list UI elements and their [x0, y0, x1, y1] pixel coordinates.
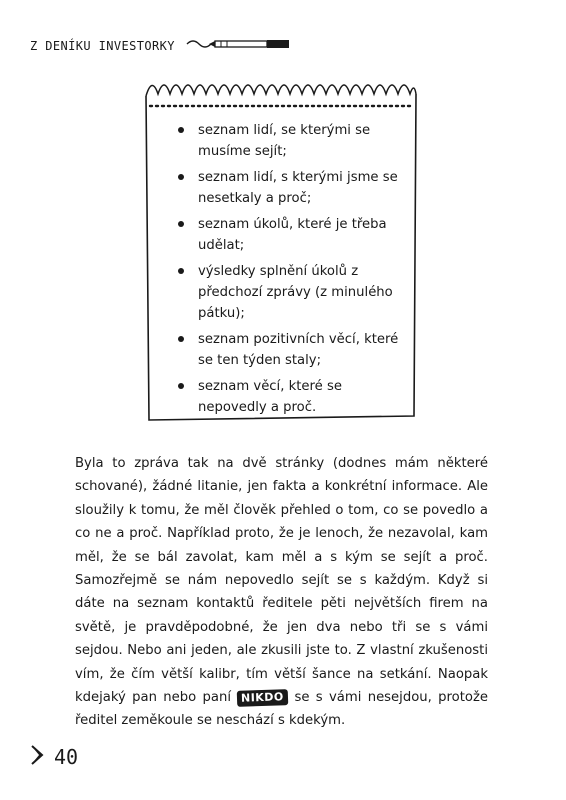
- list-item: seznam úkolů, které je třeba udělat;: [172, 214, 412, 256]
- note-list: [172, 120, 412, 423]
- bullet-icon: [178, 221, 184, 227]
- bullet-icon: [178, 127, 184, 133]
- body-paragraph: [75, 452, 488, 733]
- bullet-icon: [178, 383, 184, 389]
- nikdo-badge: NIKDO: [237, 689, 288, 707]
- running-header: [30, 36, 295, 56]
- fountain-pen-icon: [185, 36, 295, 56]
- list-item: seznam lidí, s kterými jsme se nesetkaly a proč;: [172, 167, 412, 209]
- note-card: [142, 68, 420, 424]
- page-footer: [30, 744, 78, 770]
- body-text-end: se s vámi nesejdou, protože ředitel zeměkoule se neschází s kdekým.: [75, 690, 488, 729]
- list-item: seznam věcí, které se nepovedly a proč.: [172, 376, 412, 418]
- page-number: 40: [54, 745, 79, 769]
- arrow-chevron-icon: [30, 744, 46, 770]
- list-item: seznam pozitivních věcí, které se ten týden staly;: [172, 329, 412, 371]
- list-item: seznam lidí, se kterými se musíme sejít;: [172, 120, 412, 162]
- bullet-icon: [178, 268, 184, 274]
- body-text-start: Byla to zpráva tak na dvě stránky (dodnes mám některé schované), žádné litanie, jen fakta a konkrétní informace. Ale sloužily k tomu, že měl člověk přehled o tom, co se povedlo a co ne a proč. Například proto, že je lenoch, že nezavolal, kam měl, že se bál zavolat, kam měl a s kým se sejít a proč. Samozřejmě se nám nepovedlo sejít se s každým. Když si dáte na seznam kontaktů ředitele pěti největších firem na světě, je pravděpodobné, že jen dva nebo tři se s vámi sejdou. Nebo ani jeden, ale zkusili jste to. Z vlastní zkušenosti vím, že čím větší kalibr, tím větší šance na setkání. Naopak kdejaký pan nebo paní: [75, 456, 488, 706]
- list-item: výsledky splnění úkolů z předchozí zprávy (z minulého pátku);: [172, 261, 412, 324]
- bullet-icon: [178, 174, 184, 180]
- bullet-icon: [178, 336, 184, 342]
- header-title: Z DENÍKU INVESTORKY: [30, 39, 175, 53]
